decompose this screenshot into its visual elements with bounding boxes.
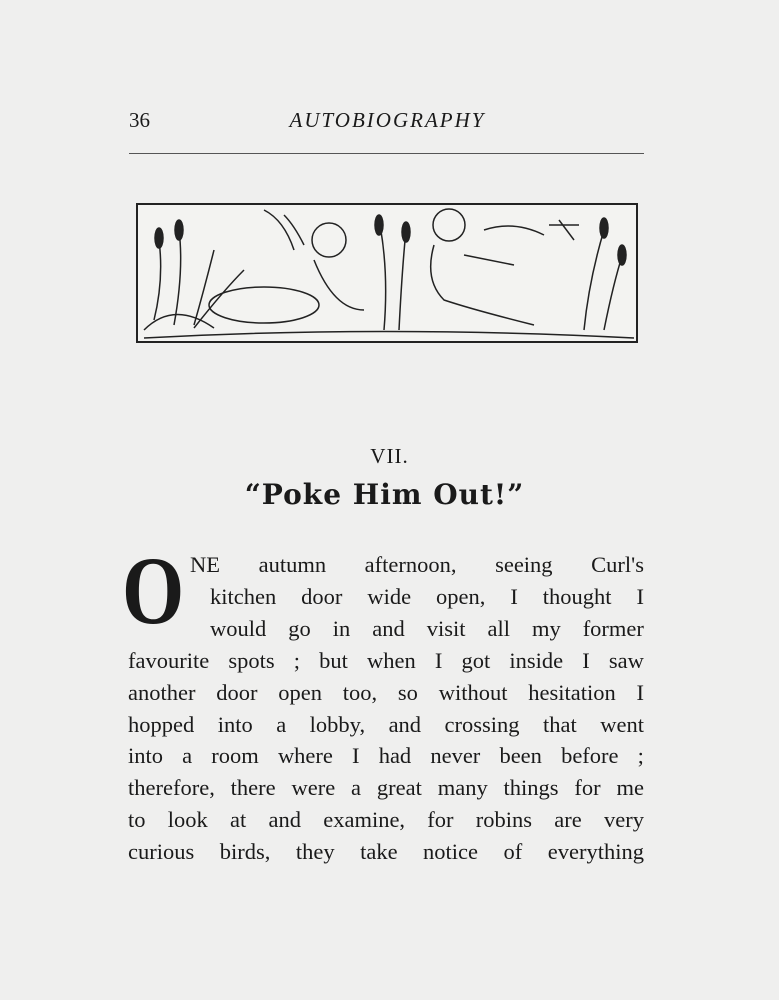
header-rule	[129, 153, 644, 154]
text-line: curious birds, they take notice of everything	[128, 839, 644, 864]
text-line: NE autumn afternoon, seeing Curl's	[190, 552, 644, 577]
chapter-number: VII.	[370, 444, 409, 468]
chapter-title: “Poke Him Out!”	[244, 478, 525, 511]
text-line: favourite spots ; but when I got inside I saw	[128, 648, 644, 673]
text-line: another door open too, so without hesitation I	[128, 680, 644, 705]
text-line: to look at and examine, for robins are very	[128, 807, 644, 832]
text-line: into a room where I had never been before ;	[128, 743, 644, 768]
decorative-illustration-cherubs	[134, 200, 640, 346]
page-number: 36	[129, 108, 150, 132]
text-line: would go in and visit all my former	[210, 616, 644, 641]
text-line: hopped into a lobby, and crossing that went	[128, 712, 644, 737]
text-line: therefore, there were a great many things for me	[128, 775, 644, 800]
text-line: kitchen door wide open, I thought I	[210, 584, 644, 609]
drop-cap: O	[122, 539, 185, 645]
running-title: AUTOBIOGRAPHY	[289, 108, 486, 132]
